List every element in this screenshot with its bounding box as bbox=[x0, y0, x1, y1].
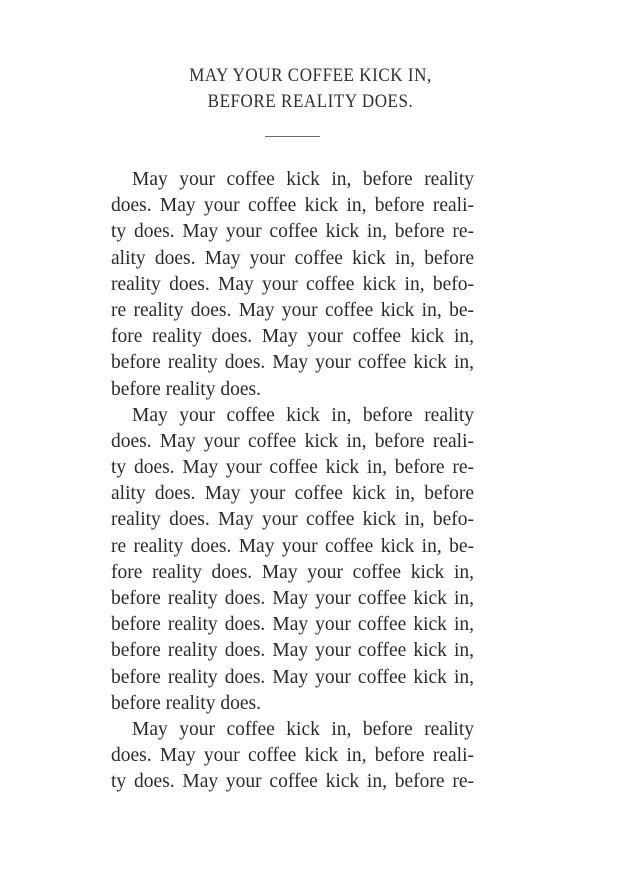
paragraph-1 bbox=[111, 167, 474, 403]
text-line: ty does. May your coffee kick in, before re- bbox=[111, 221, 474, 243]
paragraph-2 bbox=[111, 403, 474, 717]
text-line: fore reality does. May your coffee kick in, bbox=[111, 561, 474, 583]
text-line: ty does. May your coffee kick in, before re- bbox=[111, 457, 474, 479]
text-line: before reality does. bbox=[111, 378, 261, 400]
text-line: does. May your coffee kick in, before reali- bbox=[111, 430, 474, 452]
text-line: ality does. May your coffee kick in, before bbox=[111, 247, 474, 269]
text-line: before reality does. May your coffee kick in, bbox=[111, 588, 474, 609]
page-title bbox=[25, 63, 596, 115]
text-line: before reality does. May your coffee kick in, bbox=[111, 666, 474, 688]
body-text bbox=[111, 167, 474, 796]
text-line: May your coffee kick in, before reality bbox=[132, 718, 474, 740]
text-line: ality does. May your coffee kick in, before bbox=[111, 483, 474, 505]
text-line: fore reality does. May your coffee kick in, bbox=[111, 326, 474, 348]
text-line: before reality does. bbox=[111, 692, 261, 714]
title-divider bbox=[265, 136, 320, 137]
text-line: ty does. May your coffee kick in, before re- bbox=[111, 771, 474, 793]
title-line-2: BEFORE REALITY DOES. bbox=[207, 92, 414, 112]
text-line: re reality does. May your coffee kick in, be- bbox=[111, 299, 474, 321]
text-line: does. May your coffee kick in, before reali- bbox=[111, 745, 474, 767]
text-line: does. May your coffee kick in, before reali- bbox=[111, 195, 474, 217]
paragraph-3 bbox=[111, 717, 474, 796]
text-line: before reality does. May your coffee kick in, bbox=[111, 640, 474, 662]
text-line: reality does. May your coffee kick in, befo- bbox=[111, 509, 474, 531]
title-line-1: MAY YOUR COFFEE KICK IN, bbox=[189, 66, 432, 86]
text-line: reality does. May your coffee kick in, befo- bbox=[111, 273, 474, 295]
text-line: re reality does. May your coffee kick in, be- bbox=[111, 535, 474, 557]
text-line: before reality does. May your coffee kick in, bbox=[111, 352, 474, 374]
text-line: May your coffee kick in, before reality bbox=[132, 404, 474, 426]
text-line: May your coffee kick in, before reality bbox=[132, 169, 474, 190]
text-line: before reality does. May your coffee kick in, bbox=[111, 614, 474, 636]
